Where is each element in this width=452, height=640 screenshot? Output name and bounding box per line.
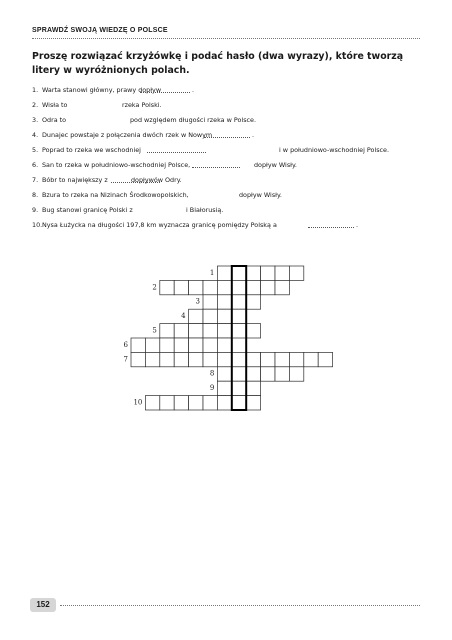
clue-text: Dunajec powstaje z połączenia dwóch rzek w Nowym bbox=[42, 131, 213, 139]
clue-text-end: dopływ Wisły. bbox=[239, 191, 282, 199]
crossword-cell[interactable] bbox=[232, 352, 246, 366]
crossword-cell[interactable] bbox=[145, 338, 159, 352]
crossword-cell[interactable] bbox=[246, 381, 260, 395]
crossword-cell[interactable] bbox=[261, 352, 275, 366]
crossword-cell[interactable] bbox=[246, 266, 260, 280]
row-number: 10 bbox=[133, 398, 143, 407]
crossword-cell[interactable] bbox=[203, 280, 217, 294]
crossword-cell[interactable] bbox=[275, 266, 289, 280]
crossword-cell[interactable] bbox=[203, 324, 217, 338]
page-number: 152 bbox=[30, 598, 56, 612]
clue-number: 5. bbox=[32, 146, 39, 154]
crossword-cell[interactable] bbox=[160, 352, 174, 366]
crossword-cell[interactable] bbox=[246, 352, 260, 366]
clue-number: 6. bbox=[32, 161, 39, 169]
crossword-cell[interactable] bbox=[246, 324, 260, 338]
clue-text-end: dopływów Odry. bbox=[131, 176, 182, 184]
clue-text: Bug stanowi granicę Polski z bbox=[42, 206, 133, 214]
crossword-row-4 bbox=[181, 309, 246, 323]
crossword-cell[interactable] bbox=[246, 396, 260, 410]
crossword-cell[interactable] bbox=[189, 324, 203, 338]
crossword-cell[interactable] bbox=[174, 280, 188, 294]
crossword-cell[interactable] bbox=[289, 266, 303, 280]
crossword-cell[interactable] bbox=[189, 338, 203, 352]
crossword-cell[interactable] bbox=[246, 367, 260, 381]
clue-text: Nysa Łużycka na długości 197,8 km wyznacza granicę pomiędzy Polską a bbox=[42, 221, 277, 229]
clue-number: 2. bbox=[32, 101, 39, 109]
crossword-cell[interactable] bbox=[189, 352, 203, 366]
clue-text: Warta stanowi główny, prawy dopływ bbox=[42, 86, 162, 94]
crossword-cell[interactable] bbox=[217, 324, 231, 338]
row-number: 7 bbox=[123, 355, 128, 364]
crossword-cell[interactable] bbox=[261, 367, 275, 381]
crossword-cell[interactable] bbox=[232, 324, 246, 338]
clue-text-end: i Białorusią. bbox=[186, 206, 224, 214]
clue-text: Bóbr to największy z bbox=[42, 176, 108, 184]
crossword-cell[interactable] bbox=[275, 280, 289, 294]
crossword-cell[interactable] bbox=[203, 352, 217, 366]
crossword-cell[interactable] bbox=[131, 352, 145, 366]
row-number: 5 bbox=[152, 326, 157, 335]
crossword-cell[interactable] bbox=[275, 352, 289, 366]
clue-text: Bzura to rzeka na Nizinach Środkowopolskich, bbox=[42, 191, 189, 199]
crossword-cell[interactable] bbox=[174, 338, 188, 352]
crossword-cell[interactable] bbox=[203, 338, 217, 352]
crossword-cell[interactable] bbox=[318, 352, 332, 366]
answer-blank[interactable] bbox=[308, 221, 354, 228]
crossword-row-5 bbox=[152, 324, 260, 338]
crossword-cell[interactable] bbox=[217, 367, 231, 381]
crossword-cell[interactable] bbox=[304, 352, 318, 366]
row-number: 9 bbox=[209, 384, 215, 393]
crossword-cell[interactable] bbox=[232, 381, 246, 395]
crossword-cell[interactable] bbox=[217, 280, 231, 294]
crossword-cell[interactable] bbox=[174, 324, 188, 338]
clue-number: 3. bbox=[32, 116, 39, 124]
crossword-cell[interactable] bbox=[232, 309, 246, 323]
crossword-cell[interactable] bbox=[217, 396, 231, 410]
clue-text-end: rzeka Polski. bbox=[122, 101, 162, 109]
row-number: 1 bbox=[209, 268, 215, 277]
row-number: 8 bbox=[209, 369, 215, 378]
crossword-cell[interactable] bbox=[232, 295, 246, 309]
crossword-cell[interactable] bbox=[160, 280, 174, 294]
answer-blank[interactable] bbox=[147, 146, 206, 153]
crossword-row-9 bbox=[210, 381, 261, 395]
crossword-row-2 bbox=[152, 280, 289, 294]
crossword-cell[interactable] bbox=[160, 324, 174, 338]
answer-blank[interactable] bbox=[140, 86, 190, 93]
answer-blank[interactable] bbox=[192, 161, 240, 168]
clue-number: 4. bbox=[32, 131, 39, 139]
crossword-cell[interactable] bbox=[261, 280, 275, 294]
clue-text-end: . bbox=[356, 221, 359, 229]
clue-text-end: . bbox=[252, 131, 255, 139]
crossword-row-1 bbox=[210, 266, 304, 280]
clue-text-end: i w południowo-wschodniej Polsce. bbox=[279, 146, 390, 154]
crossword-cell[interactable] bbox=[246, 280, 260, 294]
clue-number: 8. bbox=[32, 191, 39, 199]
clue-number: 9. bbox=[32, 206, 39, 214]
clue-text-end: . bbox=[192, 86, 195, 94]
crossword-row-8 bbox=[210, 367, 304, 381]
clue-text-end: dopływ Wisły. bbox=[254, 161, 297, 169]
section-header: SPRAWDŹ SWOJĄ WIEDZĘ O POLSCE bbox=[32, 27, 168, 34]
clue-text: San to rzeka w południowo-wschodniej Polsce, bbox=[42, 161, 191, 169]
crossword-cell[interactable] bbox=[189, 280, 203, 294]
crossword-cell[interactable] bbox=[217, 266, 231, 280]
crossword-cell[interactable] bbox=[189, 396, 203, 410]
crossword-row-6 bbox=[124, 338, 232, 352]
crossword-cell[interactable] bbox=[261, 266, 275, 280]
crossword-cell[interactable] bbox=[232, 280, 246, 294]
crossword-cell[interactable] bbox=[217, 338, 231, 352]
crossword-cell[interactable] bbox=[174, 396, 188, 410]
clue-text: Odra to bbox=[42, 116, 67, 124]
clue-text: Wisła to bbox=[42, 101, 68, 109]
crossword-cell[interactable] bbox=[232, 396, 246, 410]
crossword-cell[interactable] bbox=[174, 352, 188, 366]
footer-divider bbox=[60, 605, 420, 606]
crossword-cell[interactable] bbox=[246, 295, 260, 309]
answer-blank[interactable] bbox=[204, 131, 250, 138]
crossword-row-7 bbox=[124, 352, 333, 366]
crossword-cell[interactable] bbox=[232, 266, 246, 280]
clue-text: Poprad to rzeka we wschodniej bbox=[42, 146, 141, 154]
crossword-cell[interactable] bbox=[131, 338, 145, 352]
crossword-cell[interactable] bbox=[203, 309, 217, 323]
crossword-cell[interactable] bbox=[217, 352, 231, 366]
crossword-row-10 bbox=[133, 396, 260, 410]
crossword-cell[interactable] bbox=[203, 295, 217, 309]
header-divider bbox=[32, 38, 420, 39]
crossword-cell[interactable] bbox=[217, 381, 231, 395]
clue-text-end: pod względem długości rzeka w Polsce. bbox=[130, 116, 257, 124]
task-instruction: Proszę rozwiązać krzyżówkę i podać hasło (dwa wyrazy), które tworzą litery w wyróżnionych polach. bbox=[32, 51, 404, 76]
crossword-cell[interactable] bbox=[145, 352, 159, 366]
row-number: 4 bbox=[181, 312, 186, 321]
crossword-cell[interactable] bbox=[232, 367, 246, 381]
crossword-cell[interactable] bbox=[217, 309, 231, 323]
crossword-cell[interactable] bbox=[203, 396, 217, 410]
row-number: 2 bbox=[152, 283, 157, 292]
clue-number: 1. bbox=[32, 86, 39, 94]
row-number: 3 bbox=[195, 297, 200, 306]
clue-number: 7. bbox=[32, 176, 39, 184]
row-number: 6 bbox=[123, 340, 128, 349]
crossword-cell[interactable] bbox=[189, 309, 203, 323]
crossword-cell[interactable] bbox=[275, 367, 289, 381]
crossword-cell[interactable] bbox=[145, 396, 159, 410]
crossword-cell[interactable] bbox=[160, 396, 174, 410]
crossword-cell[interactable] bbox=[289, 352, 303, 366]
clue-number: 10. bbox=[32, 221, 43, 229]
crossword-cell[interactable] bbox=[160, 338, 174, 352]
crossword-row-3 bbox=[196, 295, 261, 309]
crossword-cell[interactable] bbox=[217, 295, 231, 309]
crossword-cell[interactable] bbox=[289, 367, 303, 381]
